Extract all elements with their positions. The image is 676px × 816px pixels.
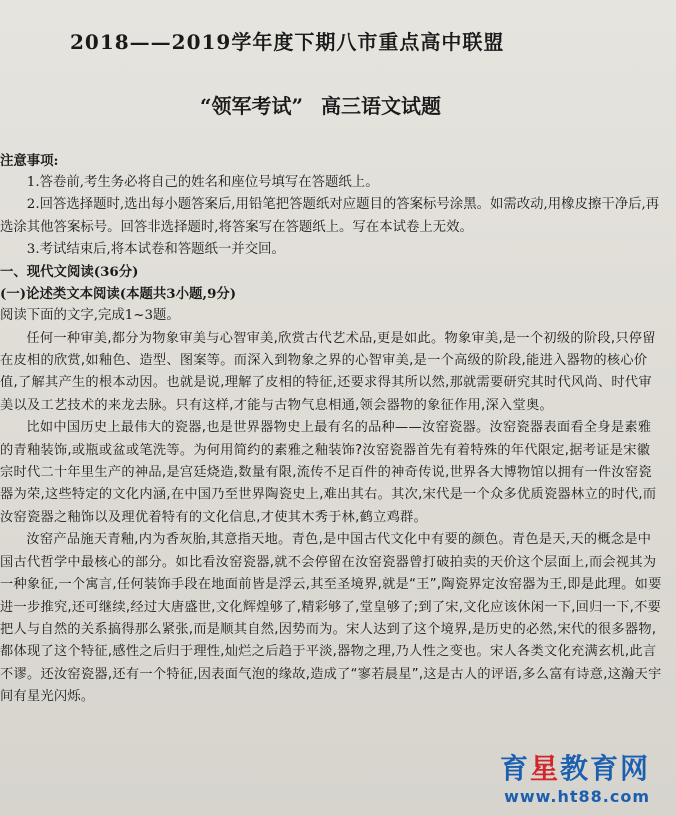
- notice-item-3: 3.考试结束后,将本试卷和答题纸一并交回。: [26, 241, 285, 257]
- passage-paragraph-2: 比如中国历史上最伟大的瓷器,也是世界器物史上最有名的品种——汝窑瓷器。汝窑瓷器表面看全身是素雅的青釉装饰,或瓶或盆或笔洗等。为何用简约的素雅之釉装饰?汝窑瓷器首先有着特殊的年代限定,据考证是宋徽宗时代二十年里生产的神品,是宫廷烧造,数量有限,流传不足百件的神奇传说,世界各大博物馆以拥有一件汝窑瓷器为荣,这些特定的文化内涵,在中国乃至世界陶瓷史上,难出其右。其次,宋代是一个众多优质瓷器林立的时代,而汝窑瓷器之釉饰以及理优着特有的文化信息,才使其木秀于林,鹤立鸡群。: [0, 420, 657, 525]
- reading-instruction: 阅读下面的文字,完成1~3题。: [0, 308, 180, 324]
- notice-item-2: 2.回答选择题时,选出每小题答案后,用铅笔把答题纸对应题目的答案标号涂黑。如需改动,用橡皮擦干净后,再选涂其他答案标号。回答非选择题时,将答案写在答题纸上。写在本试卷上无效。: [0, 197, 660, 235]
- exam-title-main: 高三语文试题: [321, 94, 442, 118]
- site-watermark: [500, 747, 650, 806]
- section-subheading: (一)论述类文本阅读(本题共3小题,9分): [0, 286, 237, 303]
- section-heading: 一、现代文阅读(36分): [0, 264, 139, 281]
- passage-paragraph-3: 汝窑产品施天青釉,内为香灰胎,其意指天地。青色,是中国古代文化中有要的颜色。青色是天,天的概念是中国古代哲学中最核心的部分。如比看汝窑瓷器,就不会停留在汝窑瓷器曾打破拍卖的天价这个层面上,而会视其为一种象征,一个寓言,任何装饰手段在地面前皆是浮云,其至圣境界,就是“王”,陶瓷界定汝窑器为王,即是此理。如要进一步推究,还可继续,经过大唐盛世,文化辉煌够了,精彩够了,堂皇够了;到了宋,文化应该休闲一下,回归一下,不要把人与自然的关系搞得那么紧张,而是顺其自然,因势而为。宋人达到了这个境界,是历史的必然,宋代的很多器物,都体现了这个特征,感性之后归于理性,灿烂之后趋于平淡,器物之理,乃人性之变也。宋人各类文化充满玄机,此言不谬。还汝窑瓷器,还有一个特征,因表面气泡的缘故,造成了“寥若晨星”,这是古人的评语,多么富有诗意,这瀚天宇间有星光闪烁。: [0, 532, 662, 705]
- passage-paragraph-1: 任何一种审美,都分为物象审美与心智审美,欣赏古代艺术品,更是如此。物象审美,是一个初级的阶段,只停留在皮相的欣赏,如釉色、造型、图案等。而深入到物象之界的心智审美,是一个高级的阶段,能进入器物的核心价值,了解其产生的根本动因。也就是说,理解了皮相的特征,还要求得其所以然,那就需要研究其时代风尚、时代审美以及工艺技术的来龙去脉。只有这样,才能与古物气息相通,领会器物的象征作用,深入堂奥。: [0, 330, 656, 413]
- exam-title-line2: [200, 90, 540, 119]
- watermark-site-name: 育星教育网: [499, 752, 650, 785]
- notice-item-1: 1.答卷前,考生务必将自己的姓名和座位号填写在答题纸上。: [26, 175, 379, 191]
- exam-title-line1: 2018——2019学年度下期八市重点高中联盟: [70, 30, 505, 54]
- exam-content: [0, 150, 662, 709]
- notice-heading: 注意事项:: [0, 153, 59, 169]
- exam-title-quoted: “领军考试”: [200, 94, 304, 118]
- watermark-url: www.ht88.com: [504, 787, 650, 806]
